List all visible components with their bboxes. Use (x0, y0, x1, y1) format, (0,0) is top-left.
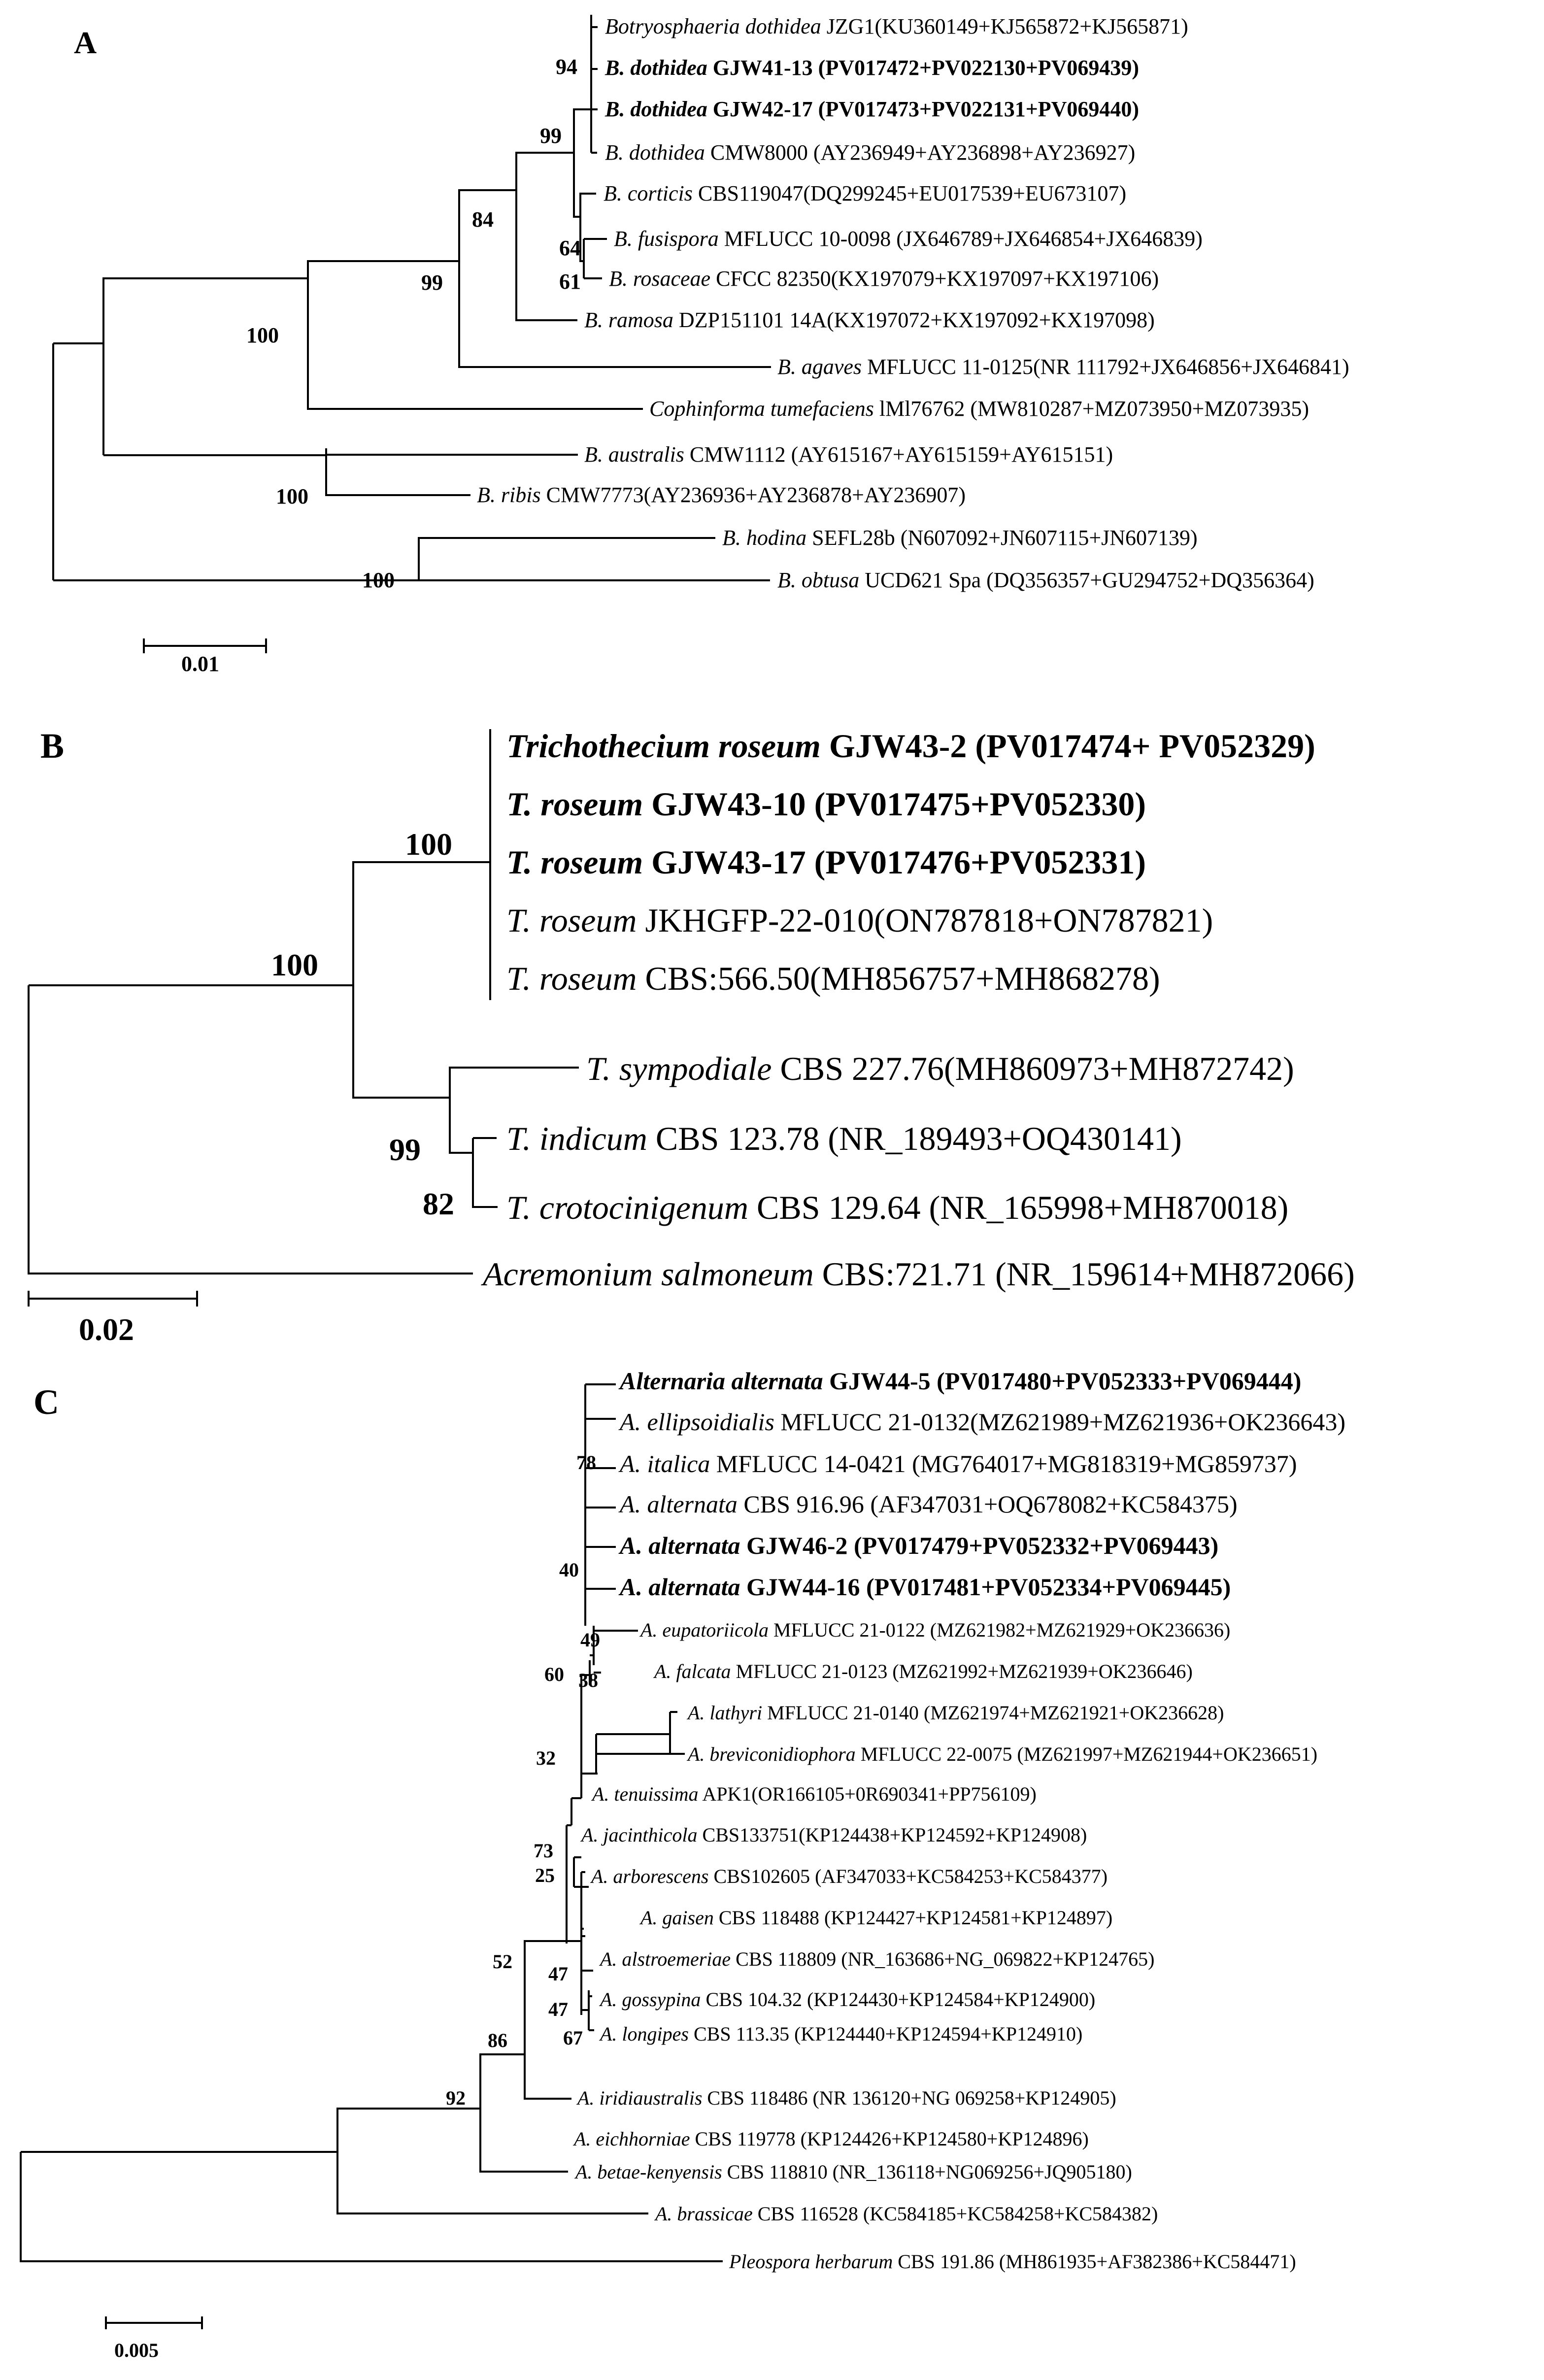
taxon-label: A. alternata GJW46-2 (PV017479+PV052332+PV069443) (620, 1532, 1219, 1559)
taxon-label: A. alstroemeriae CBS 118809 (NR_163686+NG_069822+KP124765) (600, 1948, 1155, 1970)
bootstrap-label: 67 (563, 2027, 583, 2049)
bootstrap-label: 84 (472, 207, 494, 232)
bootstrap-label: 92 (446, 2087, 466, 2109)
taxon-label: Botryosphaeria dothidea JZG1(KU360149+KJ565872+KJ565871) (605, 14, 1188, 38)
panel-b-letter: B (40, 726, 65, 766)
bootstrap-label: 49 (580, 1629, 600, 1651)
taxon-label: A. jacinthicola CBS133751(KP124438+KP124592+KP124908) (581, 1824, 1087, 1846)
taxon-label: B. fusispora MFLUCC 10-0098 (JX646789+JX646854+JX646839) (614, 227, 1203, 251)
taxon-label: A. alternata CBS 916.96 (AF347031+OQ678082+KC584375) (620, 1490, 1238, 1518)
bootstrap-label: 47 (548, 1963, 568, 1985)
taxon-label: T. roseum GJW43-17 (PV017476+PV052331) (506, 843, 1146, 881)
panel-b (29, 726, 1355, 1347)
panel-b-bootstraps (271, 827, 454, 1221)
bootstrap-label: 38 (578, 1669, 598, 1691)
taxon-label: T. sympodiale CBS 227.76(MH860973+MH872742) (586, 1050, 1294, 1087)
scale-bar-label: 0.005 (114, 2339, 159, 2361)
scale-bar-label: 0.01 (181, 652, 219, 676)
bootstrap-label: 100 (246, 323, 279, 347)
bootstrap-label: 94 (556, 55, 577, 79)
taxon-label: B. dothidea CMW8000 (AY236949+AY236898+AY236927) (605, 140, 1136, 165)
panel-a (53, 14, 1349, 676)
taxon-label: A. brassicae CBS 116528 (KC584185+KC584258+KC584382) (655, 2203, 1158, 2225)
scale-bar-label: 0.02 (79, 1312, 134, 1347)
taxon-label: A. lathyri MFLUCC 21-0140 (MZ621974+MZ621921+OK236628) (688, 1702, 1224, 1724)
taxon-label: A. italica MFLUCC 14-0421 (MG764017+MG818319+MG859737) (620, 1450, 1297, 1477)
taxon-label: B. australis CMW1112 (AY615167+AY615159+AY615151) (584, 442, 1113, 467)
taxon-label: B. corticis CBS119047(DQ299245+EU017539+EU673107) (604, 181, 1127, 205)
panel-a-taxa (477, 14, 1349, 592)
bootstrap-label: 100 (405, 827, 452, 862)
bootstrap-label: 73 (534, 1840, 553, 1862)
bootstrap-label: 47 (548, 1998, 568, 2020)
panel-a-bootstraps (246, 55, 581, 592)
panel-c-letter: C (34, 1382, 59, 1422)
taxon-label: B. dothidea GJW41-13 (PV017472+PV022130+PV069439) (605, 56, 1140, 80)
bootstrap-label: 100 (271, 947, 318, 982)
panel-c-taxa (572, 1367, 1345, 2273)
taxon-label: A. eupatoriicola MFLUCC 21-0122 (MZ621982+MZ621929+OK236636) (640, 1619, 1231, 1641)
taxon-label: B. ribis CMW7773(AY236936+AY236878+AY236907) (477, 483, 966, 507)
bootstrap-label: 52 (493, 1950, 512, 1973)
bootstrap-label: 100 (362, 568, 395, 592)
taxon-label: Acremonium salmoneum CBS:721.71 (NR_159614+MH872066) (483, 1255, 1355, 1293)
taxon-label: A. gaisen CBS 118488 (KP124427+KP124581+KP124897) (640, 1907, 1113, 1929)
taxon-label: A. iridiaustralis CBS 118486 (NR 136120+NG 069258+KP124905) (577, 2087, 1116, 2109)
taxon-label: B. rosaceae CFCC 82350(KX197079+KX197097+KX197106) (609, 267, 1159, 291)
bootstrap-label: 61 (559, 269, 581, 294)
panel-c (21, 1367, 1345, 2361)
taxon-label: B. ramosa DZP151101 14A(KX197072+KX197092+KX197098) (584, 308, 1155, 332)
taxon-label: T. roseum CBS:566.50(MH856757+MH868278) (506, 960, 1160, 997)
taxon-label: A. falcata MFLUCC 21-0123 (MZ621992+MZ621939+OK236646) (654, 1660, 1193, 1682)
bootstrap-label: 99 (389, 1132, 421, 1167)
bootstrap-label: 99 (421, 270, 443, 295)
taxon-label: A. alternata GJW44-16 (PV017481+PV052334+PV069445) (620, 1573, 1231, 1601)
bootstrap-label: 64 (559, 236, 581, 260)
panel-b-branches (29, 729, 579, 1274)
bootstrap-label: 100 (276, 484, 308, 508)
taxon-label: A. eichhorniae CBS 119778 (KP124426+KP124580+KP124896) (574, 2128, 1089, 2150)
taxon-label: B. obtusa UCD621 Spa (DQ356357+GU294752+DQ356364) (777, 568, 1314, 592)
taxon-label: T. roseum JKHGFP-22-010(ON787818+ON787821) (506, 902, 1213, 939)
taxon-label: Cophinforma tumefaciens lMl76762 (MW810287+MZ073950+MZ073935) (649, 397, 1309, 421)
panel-a-scale-bar (144, 638, 266, 676)
taxon-label: A. longipes CBS 113.35 (KP124440+KP124594+KP124910) (600, 2023, 1083, 2045)
taxon-label: T. indicum CBS 123.78 (NR_189493+OQ430141) (506, 1120, 1182, 1157)
taxon-label: A. breviconidiophora MFLUCC 22-0075 (MZ621997+MZ621944+OK236651) (688, 1743, 1318, 1765)
taxon-label: A. betae-kenyensis CBS 118810 (NR_136118+NG069256+JQ905180) (575, 2161, 1132, 2183)
bootstrap-label: 82 (423, 1186, 454, 1221)
taxon-label: Trichothecium roseum GJW43-2 (PV017474+ PV052329) (506, 727, 1315, 765)
taxon-label: T. crotocinigenum CBS 129.64 (NR_165998+MH870018) (506, 1189, 1289, 1226)
bootstrap-label: 25 (535, 1864, 555, 1886)
panel-b-taxa (481, 727, 1355, 1293)
bootstrap-label: 40 (559, 1559, 579, 1581)
bootstrap-label: 86 (488, 2029, 507, 2051)
taxon-label: A. arborescens CBS102605 (AF347033+KC584253+KC584377) (591, 1865, 1108, 1887)
taxon-label: A. gossypina CBS 104.32 (KP124430+KP124584+KP124900) (600, 1988, 1096, 2011)
taxon-label: B. hodina SEFL28b (N607092+JN607115+JN607139) (722, 526, 1198, 550)
panel-c-bootstraps (446, 1451, 600, 2109)
bootstrap-label: 32 (536, 1747, 556, 1769)
taxon-label: T. roseum GJW43-10 (PV017475+PV052330) (506, 785, 1146, 823)
bootstrap-label: 78 (576, 1451, 596, 1474)
panel-c-scale-bar (106, 2316, 202, 2361)
bootstrap-label: 99 (540, 124, 562, 148)
taxon-label: Alternaria alternata GJW44-5 (PV017480+PV052333+PV069444) (620, 1367, 1302, 1395)
taxon-label: A. ellipsoidialis MFLUCC 21-0132(MZ621989+MZ621936+OK236643) (620, 1408, 1346, 1436)
bootstrap-label: 60 (544, 1663, 564, 1685)
panel-a-letter: A (74, 25, 97, 60)
panel-b-scale-bar (29, 1291, 197, 1347)
taxon-label: B. agaves MFLUCC 11-0125(NR 111792+JX646856+JX646841) (777, 355, 1349, 379)
taxon-label: A. tenuissima APK1(OR166105+0R690341+PP756109) (592, 1783, 1037, 1805)
taxon-label: Pleospora herbarum CBS 191.86 (MH861935+AF382386+KC584471) (729, 2250, 1296, 2273)
taxon-label: B. dothidea GJW42-17 (PV017473+PV022131+PV069440) (605, 97, 1140, 121)
